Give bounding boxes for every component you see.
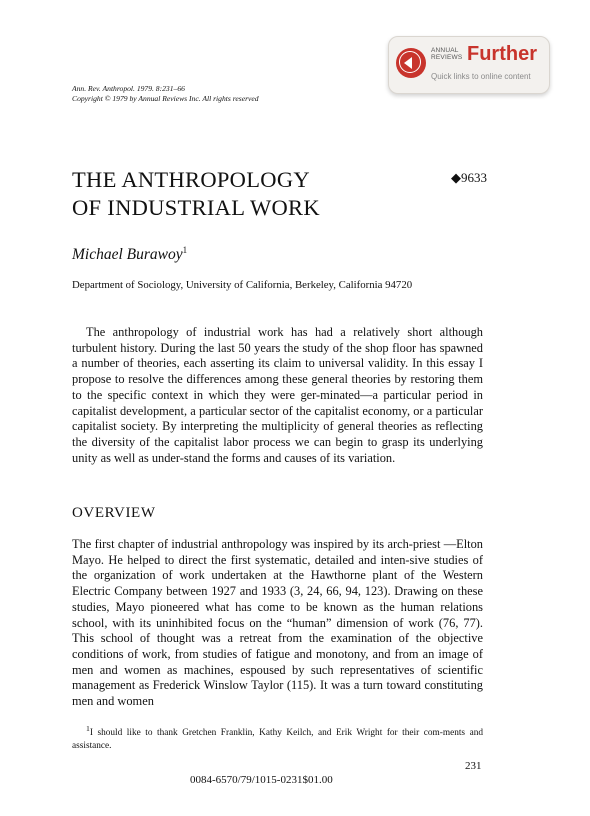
author-footnote-mark: 1: [182, 245, 188, 255]
annual-reviews-label: ANNUAL REVIEWS: [431, 47, 463, 61]
footnote-mark: 1: [86, 724, 90, 733]
further-label: Further: [467, 43, 537, 65]
further-logo-icon: [396, 48, 426, 78]
page-number: 231: [465, 760, 482, 772]
overview-paragraph: The first chapter of industrial anthropology was inspired by its arch-priest —Elton Mayo. He helped to direct the first systematic, detailed and inten-sive studies of the organization of work undertaken at the Hawthorne plant of the Western Electric Company between 1927 and 1933 (3, 24, 66, 94, 123). Drawing on these studies, Mayo pioneered what has come to be known as the human relations school, with its uninhibited focus on the “human” dimension of work (76, 77). This school of thought was a retreat from the examination of the objective conditions of work, from studies of fatigue and monotony, and from an image of men and women as machines, espoused by such representatives of scientific management as Frederick Winslow Taylor (115). It was a turn toward constituting men and women: [72, 537, 483, 709]
affiliation: Department of Sociology, University of California, Berkeley, California 94720: [72, 279, 413, 291]
footnote-text: I should like to thank Gretchen Franklin, Kathy Keilch, and Erik Wright for their com-ments and assistance.: [72, 728, 483, 751]
author: [72, 245, 187, 264]
article-title: [72, 166, 320, 222]
title-line-2: OF INDUSTRIAL WORK: [72, 195, 320, 220]
section-heading-overview: OVERVIEW: [72, 505, 156, 521]
title-line-1: THE ANTHROPOLOGY: [72, 167, 310, 192]
further-badge[interactable]: [388, 36, 550, 94]
article-code: ◆9633: [451, 170, 487, 185]
abstract: The anthropology of industrial work has had a relatively short although turbulent history. During the last 50 years the study of the shop floor has spawned a number of theories, each asserting its claim to universal validity. In this essay I propose to resolve the differences among these general theories by restoring them to the specific context in which they were ger-minated—a particular period in capitalist development, a particular sector of the capitalist economy, or a particular capitalist society. By interpreting the multiplicity of general theories as reflecting the diversity of the capitalist labor process we can begin to grasp its underlying unity as well as under-stand the forms and causes of its variation.: [72, 325, 483, 465]
further-subtitle: Quick links to online content: [431, 72, 531, 81]
citation-journal: Ann. Rev. Anthropol. 1979. 8:231–66: [72, 84, 185, 93]
citation: [72, 84, 259, 104]
citation-copyright: Copyright © 1979 by Annual Reviews Inc. All rights reserved: [72, 94, 259, 103]
author-name: Michael Burawoy: [72, 246, 183, 264]
footnote: [72, 723, 483, 752]
doi-code: 0084-6570/79/1015-0231$01.00: [190, 774, 333, 786]
